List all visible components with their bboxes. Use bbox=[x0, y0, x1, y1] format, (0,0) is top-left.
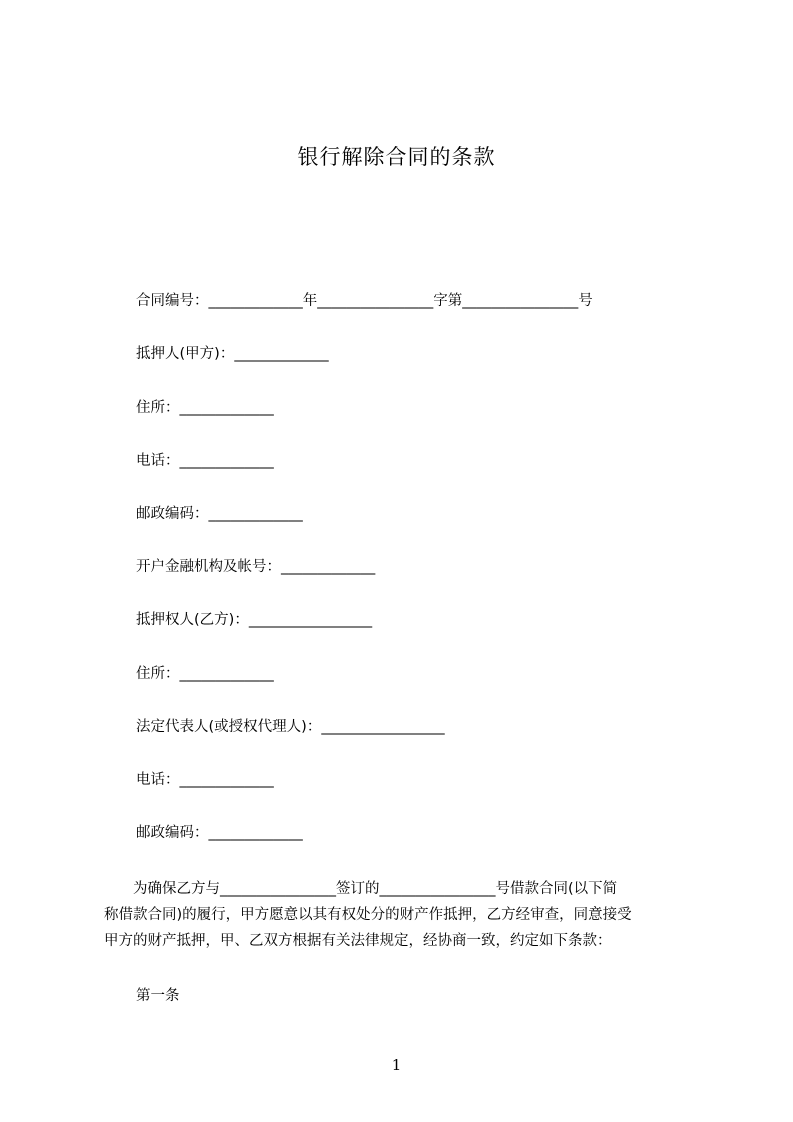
legal-representative-field: 法定代表人(或授权代理人)：_________________ bbox=[136, 719, 445, 735]
document-title: 银行解除合同的条款 bbox=[297, 145, 496, 169]
mortgagee-phone-field: 电话：_____________ bbox=[136, 772, 274, 788]
mortgagor-address-field: 住所：_____________ bbox=[136, 400, 274, 416]
mortgagor-postcode-field: 邮政编码：_____________ bbox=[136, 506, 303, 522]
paragraph-line: 甲方的财产抵押，甲、乙双方根据有关法律规定，经协商一致，约定如下条款： bbox=[104, 933, 612, 949]
mortgagor-phone-field: 电话：_____________ bbox=[136, 453, 274, 469]
bank-account-field: 开户金融机构及帐号：_____________ bbox=[136, 559, 376, 575]
paragraph-line: 为确保乙方与________________签订的________________号借款合同(以下简 bbox=[104, 881, 618, 897]
preamble-paragraph bbox=[104, 876, 664, 954]
mortgagor-field: 抵押人(甲方)：_____________ bbox=[136, 346, 329, 362]
mortgagee-field: 抵押权人(乙方)：_________________ bbox=[136, 612, 373, 628]
article-heading: 第一条 bbox=[136, 988, 180, 1004]
paragraph-line: 称借款合同)的履行，甲方愿意以其有权处分的财产作抵押，乙方经审查，同意接受 bbox=[104, 907, 632, 923]
page-number: 1 bbox=[391, 1056, 402, 1074]
contract-number-field: 合同编号：_____________年________________字第________________号 bbox=[136, 293, 593, 309]
mortgagee-postcode-field: 邮政编码：_____________ bbox=[136, 825, 303, 841]
mortgagee-address-field: 住所：_____________ bbox=[136, 666, 274, 682]
